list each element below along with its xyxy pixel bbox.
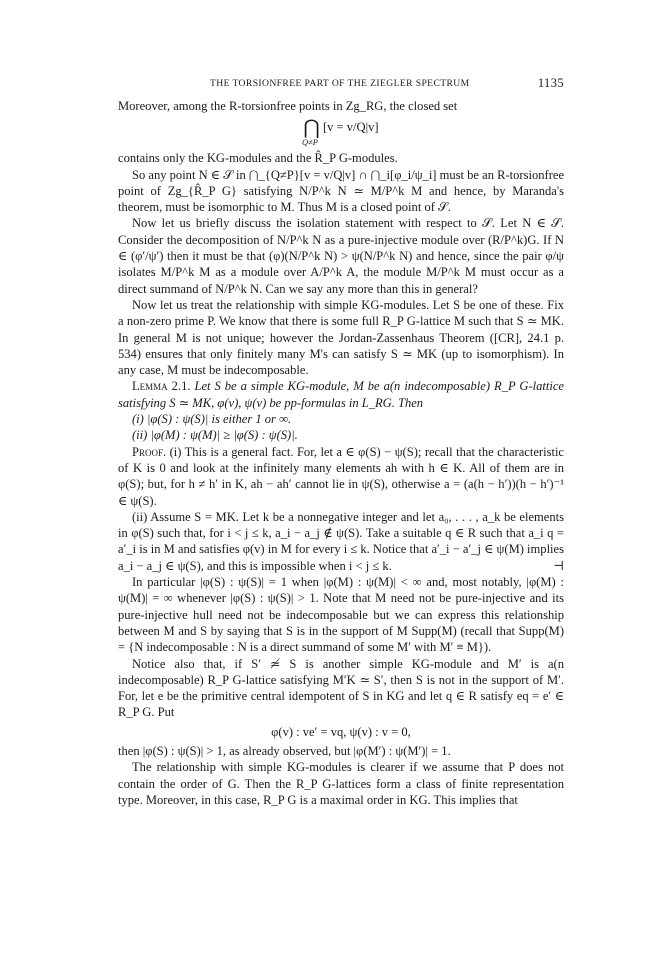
- paragraph-3: So any point N ∈ 𝒮 in ⋂_{Q≠P}[v = v/Q|v] ∩ ⋂_i[φ_i/ψ_i] must be an R-torsionfree point of Zg_{R̂_P G} satisfying N/P^k N ≃ M/P^k M and hence, by Maranda's theorem, must be isomorphic to M. Thus M is a closed point of 𝒮.: [118, 167, 565, 215]
- equation-2: φ(v) : ve′ = vq, ψ(v) : v = 0,: [271, 724, 411, 739]
- paragraph-4: Now let us briefly discuss the isolation statement with respect to 𝒮. Let N ∈ 𝒮. Consider the decomposition of N/P^k N as a pure-injective module over (R/P^k)G. If N ∈ (φ′/ψ′) then it must be that (φ)(N/P^k N) > ψ(N/P^k N) and hence, since the pair φ/ψ isolates M/P^k M as a module over A/P^k A, the module M/P^k M must occur as a direct summand of N/P^k N. Can we say any more than this in general?: [118, 216, 564, 296]
- big-intersection-symbol: ⋂: [303, 117, 320, 140]
- qed-symbol: ⊣: [553, 558, 564, 573]
- page-number: 1135: [537, 76, 564, 90]
- lemma-item-i: (i) |φ(S) : ψ(S)| is either 1 or ∞.: [132, 412, 292, 427]
- paragraph-8: then |φ(S) : ψ(S)| > 1, as already observed, but |φ(M′) : ψ(M′)| = 1.: [118, 743, 451, 758]
- running-head-title: THE TORSIONFREE PART OF THE ZIEGLER SPECTRUM: [210, 78, 470, 89]
- proof-part-ii: [118, 509, 564, 574]
- display-equation-body: [v = v/Q|v]: [322, 120, 379, 135]
- lemma-statement: [118, 378, 564, 411]
- running-head: [118, 76, 564, 92]
- proof-i-text: (i) This is a general fact. For, let a ∈ φ(S) − ψ(S); recall that the characteristic of K is 0 and look at the infinitely many elements ah with h ∈ K. All of them are in φ(S); but, for h ≠ h′ in K, ah − ah′ cannot lie in ψ(S), otherwise a = (a(h − h′))(h − h′)⁻¹ ∈ ψ(S).: [118, 444, 565, 508]
- paragraph-7: Notice also that, if S′ ≄ S is another simple KG-module and M′ is a(n indecomposable) R_P G-lattice satisfying M′K ≃ S′, then S is not in the support of M′. For, let e be the primitive central idempotent of S in KG and let q ∈ R satisfy eq = e′ ∈ R_P G. Put: [118, 656, 564, 720]
- display-equation: [118, 119, 564, 147]
- paragraph-5: Now let us treat the relationship with simple KG-modules. Let S be one of these. Fix a non-zero prime P. We know that there is some full R_P G-lattice M such that S ≃ MK. In general M is not unique; however the Jordan-Zassenhaus Theorem ([CR], 24.1 p. 534) ensures that only finitely many M's can satisfy S ≃ MK (up to isomorphism). In any case, M must be indecomposable.: [118, 297, 564, 378]
- paragraph-9: The relationship with simple KG-modules is clearer if we assume that P does not contain the order of G. Then the R_P G-lattices form a class of finite representation type. Moreover, in this case, R_P G is a maximal order in KG. This implies that: [118, 760, 564, 807]
- article-body: [118, 98, 564, 808]
- paragraph-6: In particular |φ(S) : ψ(S)| = 1 when |φ(M) : ψ(M)| < ∞ and, most notably, |φ(M) : ψ(M)| = ∞ whenever |φ(S) : ψ(S)| > 1. Note that M need not be pure-injective and its pure-injective hull need not be indecomposable but we can express this relationship between M and S by saying that S is in the support of M Supp(M) (recall that Supp(M) = {N indecomposable : N is a direct summand of some M′ with M′ ≡ M}).: [118, 575, 564, 655]
- lemma-text: Let S be a simple KG-module, M be a(n indecomposable) R_P G-lattice satisfying S ≃ MK, φ(v), ψ(v) be pp-formulas in L_RG. Then: [118, 379, 564, 410]
- lemma-label: Lemma 2.1.: [132, 379, 191, 394]
- paragraph-1: Moreover, among the R-torsionfree points in Zg_RG, the closed set: [118, 99, 458, 113]
- paragraph-2: contains only the KG-modules and the R̂_P G-modules.: [118, 151, 398, 166]
- lemma-item-ii: (ii) |φ(M) : ψ(M)| ≥ |φ(S) : ψ(S)|.: [132, 428, 298, 443]
- proof-ii-text: (ii) Assume S = MK. Let k be a nonnegative integer and let a₀, . . . , a_k be elements in φ(S) such that, for i < j ≤ k, a_i − a_j ∉ ψ(S). Take a suitable q ∈ R such that a_i q = a′_i is in M and satisfies φ(v) in M for every i ≤ k. Notice that a′_i − a′_j ∈ ψ(M) implies a_i − a_j ∈ ψ(S), and this is impossible when i < j ≤ k.: [118, 509, 564, 573]
- proof-label: Proof.: [132, 444, 167, 459]
- proof-part-i: [118, 444, 564, 509]
- display-equation-subscript: Q≠P: [302, 137, 318, 148]
